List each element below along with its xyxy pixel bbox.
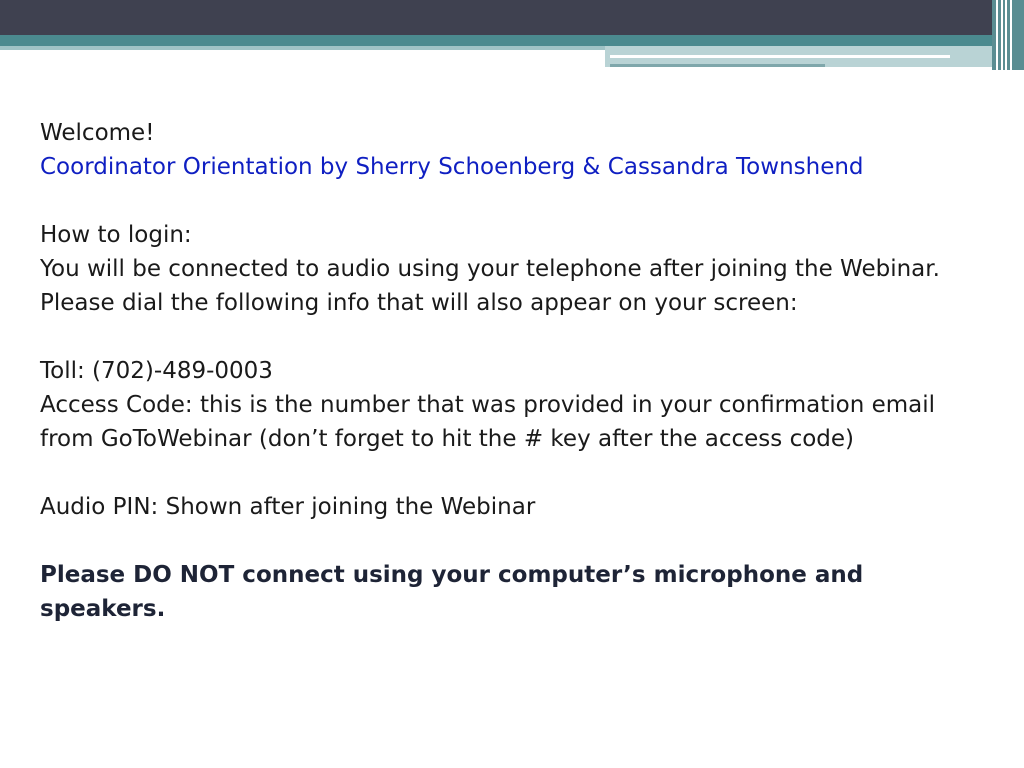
stripe-line	[996, 0, 998, 70]
toll-number: Toll: (702)-489-0003	[40, 358, 273, 384]
header-teal-band	[0, 35, 1024, 46]
login-instructions: You will be connected to audio using your telephone after joining the Webinar. Please dial the following info that will also appear on your screen:	[40, 256, 940, 316]
spacer	[40, 524, 980, 558]
header-light-teal-strip	[0, 46, 605, 50]
stripe-line	[1001, 0, 1003, 70]
header-step-line	[610, 64, 825, 67]
login-heading: How to login:	[40, 222, 192, 248]
header-dark-band	[0, 0, 1024, 35]
stripe-line	[1010, 0, 1012, 70]
spacer	[40, 184, 980, 218]
header-right-stripes	[992, 0, 1024, 70]
presenter-subtitle: Coordinator Orientation by Sherry Schoenberg & Cassandra Townshend	[40, 154, 864, 180]
stripe-line	[1005, 0, 1007, 70]
spacer	[40, 456, 980, 490]
microphone-warning: Please DO NOT connect using your computer’s microphone and speakers.	[40, 562, 864, 622]
slide-body	[40, 116, 980, 626]
welcome-heading: Welcome!	[40, 120, 155, 146]
header-step-line	[610, 55, 950, 58]
access-code-info: Access Code: this is the number that was provided in your confirmation email from GoToWebinar (don’t forget to hit the # key after the access code)	[40, 392, 936, 452]
spacer	[40, 320, 980, 354]
audio-pin-info: Audio PIN: Shown after joining the Webinar	[40, 494, 536, 520]
